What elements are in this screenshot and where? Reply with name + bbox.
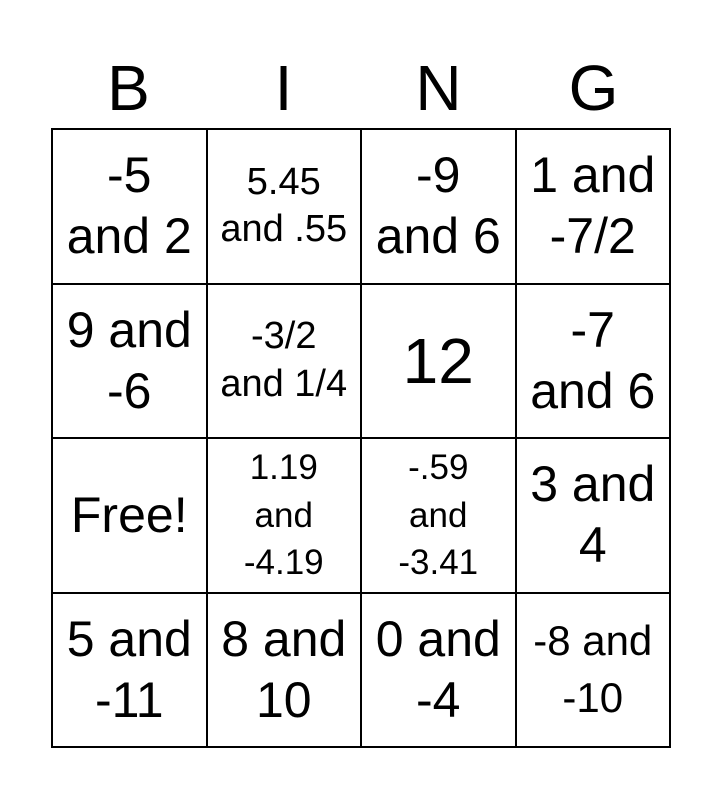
cell-text: 1 and -7/2 <box>530 147 656 265</box>
header-letter-i: I <box>274 52 293 124</box>
bingo-cell-r3c3[interactable] <box>361 438 516 593</box>
cell-text: -8 and -10 <box>533 617 653 721</box>
bingo-header <box>51 52 671 124</box>
cell-text: -9 and 6 <box>375 147 501 265</box>
bingo-cell-r4c4[interactable] <box>516 593 671 748</box>
cell-text: 9 and -6 <box>66 301 192 419</box>
bingo-cell-r2c3[interactable] <box>361 284 516 439</box>
header-letter-n: N <box>415 52 462 124</box>
bingo-cell-r3c4[interactable] <box>516 438 671 593</box>
cell-text: 3 and 4 <box>530 456 656 574</box>
bingo-cell-r4c3[interactable] <box>361 593 516 748</box>
cell-text: -5 and 2 <box>66 147 192 265</box>
bingo-cell-r3c2[interactable] <box>207 438 362 593</box>
cell-text: 1.19 and -4.19 <box>243 448 324 582</box>
cell-text: 0 and -4 <box>375 610 501 728</box>
cell-text: 8 and 10 <box>221 610 347 728</box>
bingo-cell-r2c4[interactable] <box>516 284 671 439</box>
cell-text: 5.45 and .55 <box>220 160 348 251</box>
header-letter-g: G <box>568 52 619 124</box>
bingo-cell-r1c2[interactable] <box>207 129 362 284</box>
bingo-board <box>51 128 671 748</box>
header-letter-b: B <box>107 52 150 124</box>
bingo-cell-r1c4[interactable] <box>516 129 671 284</box>
bingo-cell-r4c2[interactable] <box>207 593 362 748</box>
bingo-cell-r1c3[interactable] <box>361 129 516 284</box>
cell-text: 12 <box>402 324 474 397</box>
bingo-cell-free[interactable] <box>52 438 207 593</box>
cell-text: 5 and -11 <box>66 610 192 728</box>
cell-text: Free! <box>70 486 188 543</box>
cell-text: -.59 and -3.41 <box>398 448 479 582</box>
bingo-cell-r1c1[interactable] <box>52 129 207 284</box>
bingo-cell-r2c2[interactable] <box>207 284 362 439</box>
cell-text: -7 and 6 <box>530 301 656 419</box>
bingo-cell-r4c1[interactable] <box>52 593 207 748</box>
bingo-cell-r2c1[interactable] <box>52 284 207 439</box>
cell-text: -3/2 and 1/4 <box>220 315 348 405</box>
